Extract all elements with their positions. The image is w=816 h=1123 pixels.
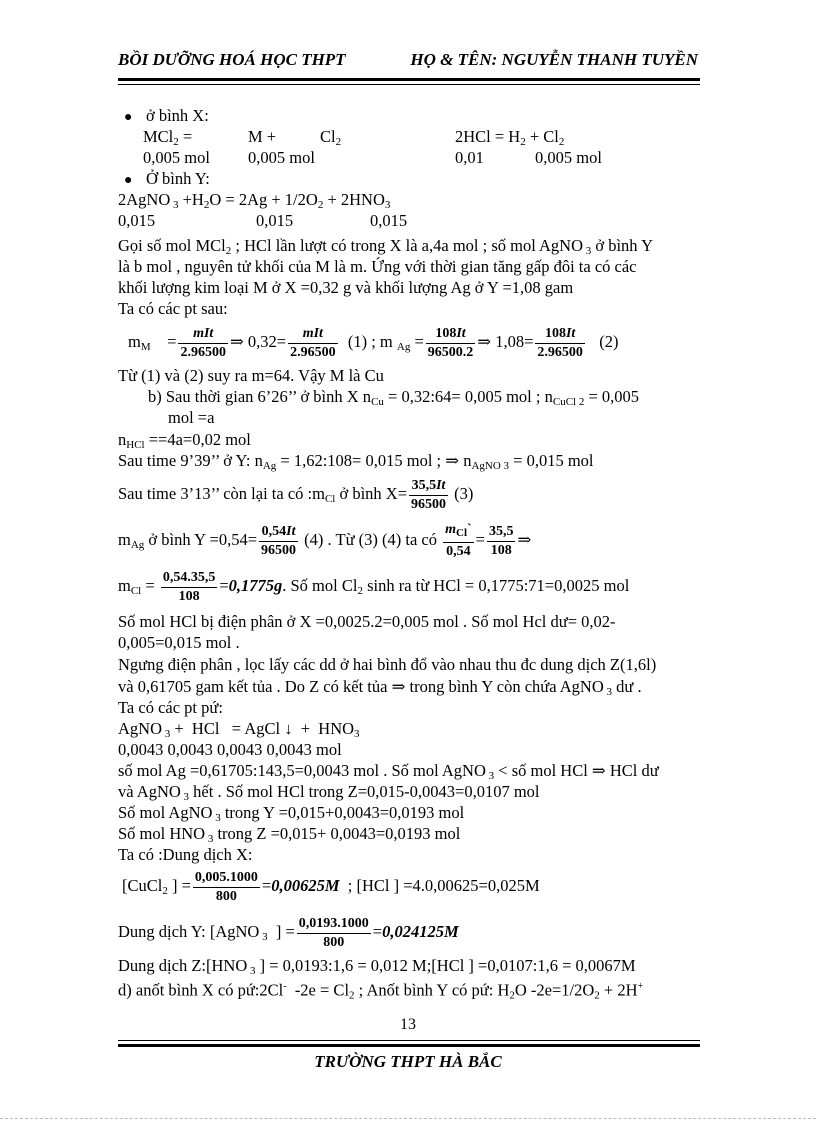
header-rule-thin xyxy=(118,84,700,85)
header-right: HỌ & TÊN: NGUYỄN THANH TUYỀN xyxy=(410,50,698,69)
page-footer: TRƯỜNG THPT HÀ BẮC xyxy=(314,1052,502,1071)
footer-rule-thin xyxy=(118,1040,700,1041)
page-number: 13 xyxy=(400,1016,416,1033)
bullet-icon: ● xyxy=(124,173,133,188)
header-left: BỒI DƯỠNG HOÁ HỌC THPT xyxy=(118,50,346,69)
footer-rule xyxy=(118,1044,700,1047)
bullet-icon: ● xyxy=(124,110,133,125)
header-rule xyxy=(118,78,700,81)
page-header xyxy=(118,50,698,74)
page-break-line xyxy=(0,1118,816,1119)
